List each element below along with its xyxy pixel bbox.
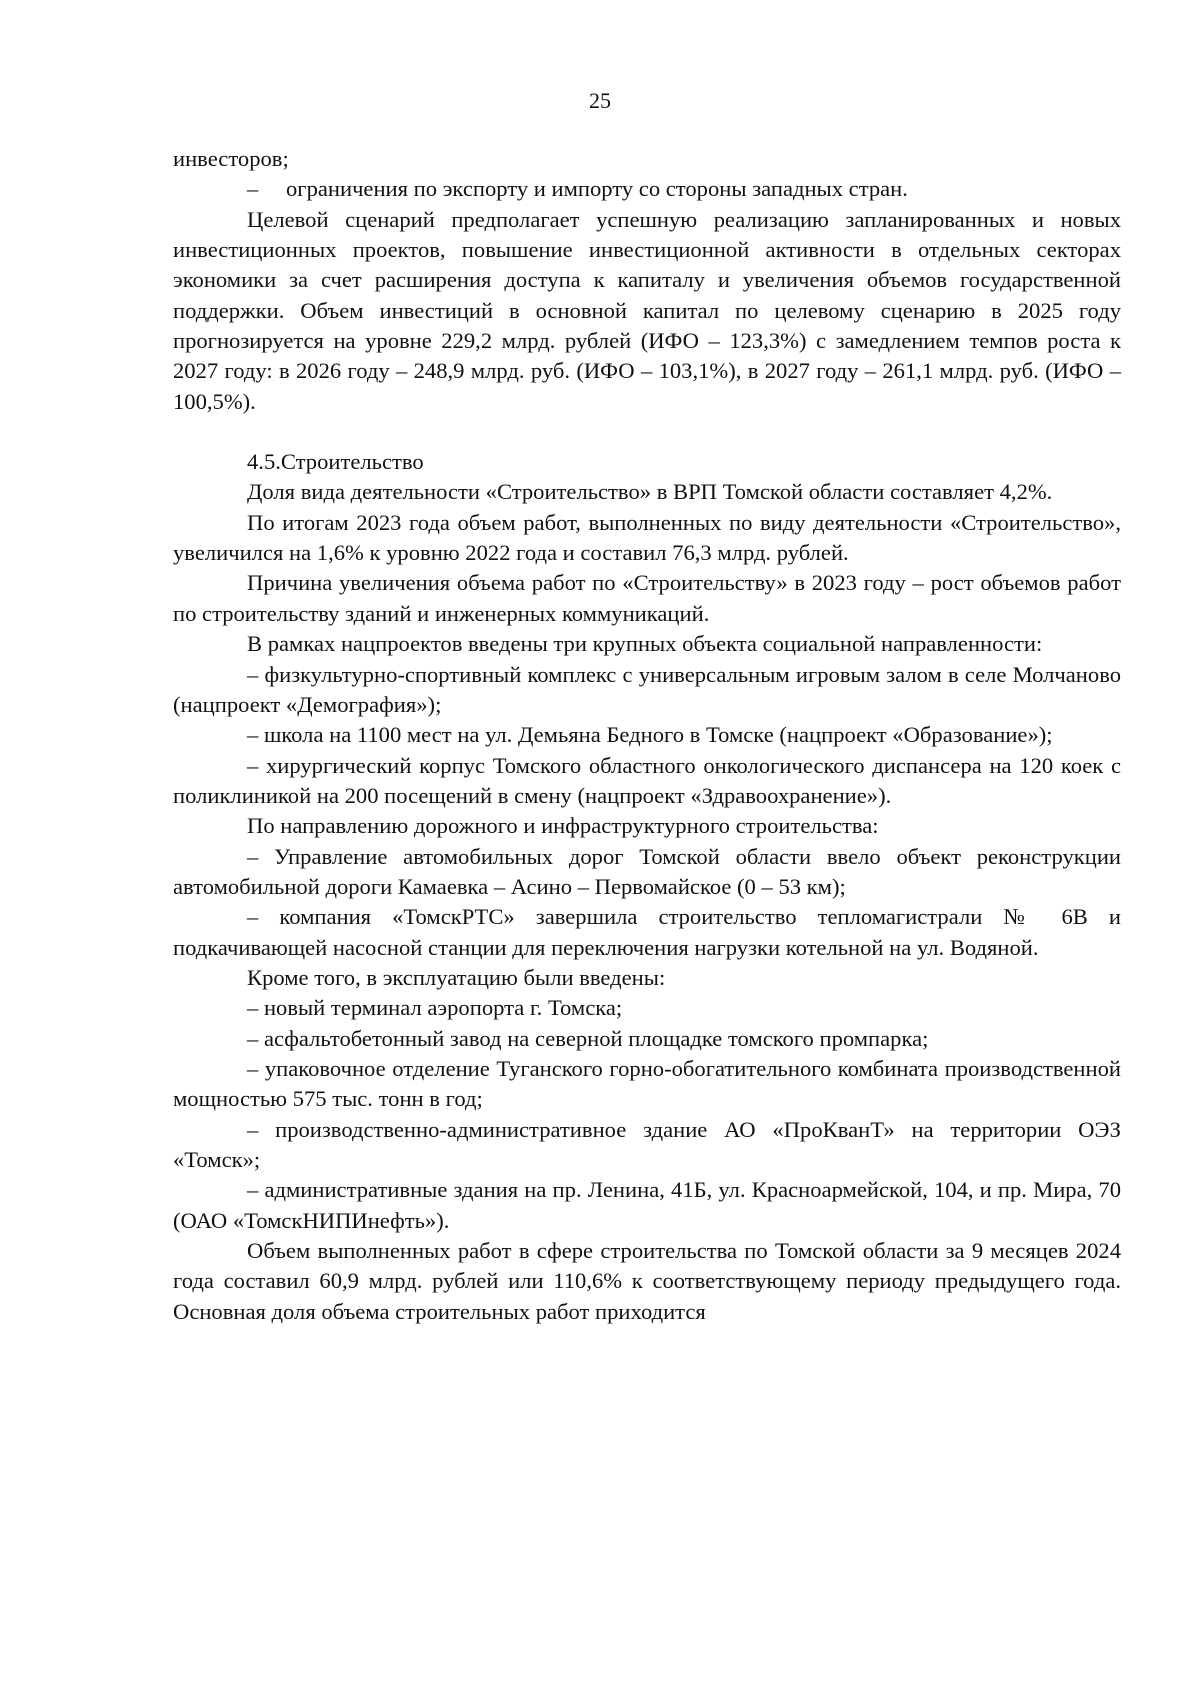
paragraph: Доля вида деятельности «Строительство» в ВРП Томской области составляет 4,2%. [247,479,1053,505]
list-item: – асфальтобетонный завод на северной площадке томского промпарка; [247,1025,929,1051]
paragraph: По итогам 2023 года объем работ, выполненных по виду деятельности «Строительство», увеличился на 1,6% к уровню 2022 года и составил 76,3 млрд. рублей. [173,509,1121,566]
section-spacer [173,417,1121,447]
list-item: – физкультурно-спортивный комплекс с универсальным игровым залом в селе Молчаново (нацпроект «Демография»); [173,661,1121,717]
list-item: – упаковочное отделение Туганского горно-обогатительного комбината производственной мощностью 575 тыс. тонн в год; [173,1055,1121,1112]
page-number: 25 [589,88,611,113]
list-item: – административные здания на пр. Ленина, 41Б, ул. Красноармейской, 104, и пр. Мира, 70 (ОАО «ТомскНИПИнефть»). [173,1177,1121,1233]
paragraph: В рамках нацпроектов введены три крупных объекта социальной направленности: [247,631,1043,657]
section-heading: 4.5.Строительство [247,449,424,475]
list-item-dash [173,174,1121,204]
paragraph: По направлению дорожного и инфраструктурного строительства: [247,813,879,839]
list-item: – новый терминал аэропорта г. Томска; [247,995,623,1021]
list-item: – производственно-административное здание АО «ПроКванТ» на территории ОЭЗ «Томск»; [173,1116,1121,1172]
document-body [173,144,1121,1327]
list-item-text: ограничения по экспорту и импорту со стороны западных стран. [286,176,908,202]
paragraph: Кроме того, в эксплуатацию были введены: [247,964,666,990]
paragraph: Причина увеличения объема работ по «Строительству» в 2023 году – рост объемов работ по строительству зданий и инженерных коммуникаций. [173,570,1121,626]
paragraph-target-scenario: Целевой сценарий предполагает успешную реализацию запланированных и новых инвестиционных проектов, повышение инвестиционной активности в отдельных секторах экономики за счет расширения доступа к капиталу и увеличения объемов государственной поддержки. Объем инвестиций в основной капитал по целевому сценарию в 2025 году прогнозируется на уровне 229,2 млрд. рублей (ИФО – 123,3%) с замедлением темпов роста к 2027 году: в 2026 году – 248,9 млрд. руб. (ИФО – 103,1%), в 2027 году – 261,1 млрд. руб. (ИФО – 100,5%). [173,206,1121,414]
list-item: – Управление автомобильных дорог Томской области ввело объект реконструкции автомобильной дороги Камаевка – Асино – Первомайское (0 – 53 км); [173,843,1121,899]
paragraph-continuation: инвесторов; [173,146,289,171]
paragraph: Объем выполненных работ в сфере строительства по Томской области за 9 месяцев 2024 года составил 60,9 млрд. рублей или 110,6% к соответствующему периоду предыдущего года. Основная доля объема строительных работ приходится [173,1238,1121,1324]
dash-marker: – [247,176,259,202]
list-item: – хирургический корпус Томского областного онкологического диспансера на 120 коек с поликлиникой на 200 посещений в смену (нацпроект «Здравоохранение»). [173,752,1121,808]
list-item: – школа на 1100 мест на ул. Демьяна Бедного в Томске (нацпроект «Образование»); [247,722,1053,748]
list-item: – компания «ТомскРТС» завершила строительство тепломагистрали № 6В и подкачивающей насосной станции для переключения нагрузки котельной на ул. Водяной. [173,904,1121,960]
